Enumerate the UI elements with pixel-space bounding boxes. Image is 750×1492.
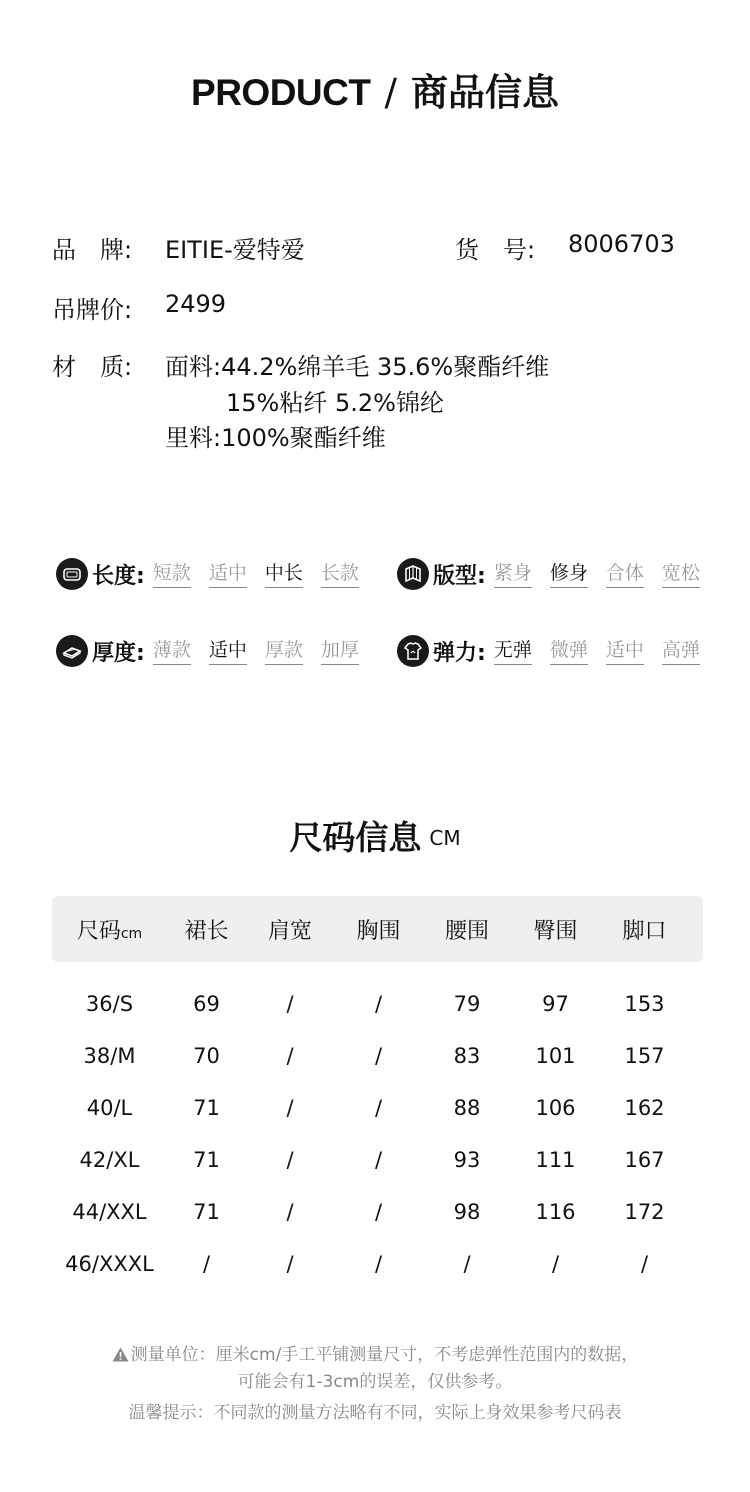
measure-cell: 97 bbox=[542, 992, 569, 1016]
header-size-label: 尺码 bbox=[76, 918, 121, 944]
measure-cell: 69 bbox=[193, 992, 220, 1016]
option: 短款 bbox=[153, 558, 191, 588]
note-line-2: 可能会有1-3cm的误差，仅供参考。 bbox=[237, 1372, 513, 1392]
measure-cell: / bbox=[640, 1252, 649, 1276]
option: 高弹 bbox=[662, 635, 700, 665]
measure-cell: 98 bbox=[453, 1200, 481, 1224]
feature-title: 长度: bbox=[92, 563, 145, 589]
table-row bbox=[52, 1238, 703, 1290]
length-icon bbox=[56, 558, 88, 590]
measure-cell: / bbox=[374, 1200, 383, 1224]
material-line-3: 里料:100%聚酯纤维 bbox=[165, 424, 386, 452]
feature-length bbox=[56, 557, 377, 591]
table-header-cell: 臀围 bbox=[533, 918, 578, 944]
measure-cell: / bbox=[374, 1252, 383, 1276]
measure-cell: / bbox=[374, 992, 383, 1016]
measure-cell: 70 bbox=[193, 1044, 220, 1068]
table-row bbox=[52, 978, 703, 1030]
measure-cell: 93 bbox=[453, 1148, 481, 1172]
option: 加厚 bbox=[321, 635, 359, 665]
measure-cell: / bbox=[286, 1096, 294, 1120]
measure-cell: 116 bbox=[535, 1200, 576, 1224]
measure-cell: / bbox=[286, 1252, 294, 1276]
feature-fit bbox=[397, 557, 700, 591]
size-table bbox=[52, 896, 703, 1290]
measure-cell: 71 bbox=[193, 1148, 220, 1172]
fit-icon bbox=[397, 558, 429, 590]
size-cell: 38/M bbox=[83, 1044, 136, 1068]
option-selected: 修身 bbox=[550, 558, 588, 588]
note-text-1: 测量单位：厘米cm/手工平铺测量尺寸，不考虑弹性范围内的数据， bbox=[130, 1345, 639, 1365]
table-row bbox=[52, 1082, 703, 1134]
measure-cell: / bbox=[551, 1252, 560, 1276]
feature-title: 弹力: bbox=[433, 640, 486, 666]
measure-cell: 71 bbox=[193, 1200, 220, 1224]
note-line-1 bbox=[0, 1340, 750, 1367]
size-cell: 42/XL bbox=[79, 1148, 140, 1172]
table-header-cell: 腰围 bbox=[444, 918, 489, 944]
table-row bbox=[52, 1186, 703, 1238]
table-header-cell: 脚口 bbox=[622, 918, 667, 944]
measure-cell: / bbox=[286, 1200, 294, 1224]
feature-title: 版型: bbox=[433, 563, 486, 589]
option: 薄款 bbox=[153, 635, 191, 665]
measure-cell: / bbox=[463, 1252, 471, 1276]
title-separator: / bbox=[384, 71, 397, 114]
measure-cell: / bbox=[286, 1148, 294, 1172]
table-header-row bbox=[52, 896, 703, 962]
option-selected: 中长 bbox=[265, 558, 303, 588]
measure-cell: 162 bbox=[624, 1096, 665, 1120]
measure-cell: 79 bbox=[453, 992, 481, 1016]
material-label: 材 质: bbox=[52, 353, 133, 381]
table-row bbox=[52, 1030, 703, 1082]
measure-cell: 71 bbox=[193, 1096, 220, 1120]
brand-label: 品 牌: bbox=[52, 236, 133, 264]
measure-cell: / bbox=[286, 992, 294, 1016]
size-title: 尺码信息 bbox=[289, 818, 422, 857]
table-header-cell: 裙长 bbox=[184, 918, 229, 944]
size-cell: 40/L bbox=[86, 1096, 133, 1120]
title-en: PRODUCT bbox=[191, 72, 371, 113]
table-header-cell: 肩宽 bbox=[267, 918, 312, 944]
option: 紧身 bbox=[494, 558, 532, 588]
table-row bbox=[52, 1134, 703, 1186]
measure-cell: 167 bbox=[624, 1148, 665, 1172]
measure-cell: 172 bbox=[624, 1200, 665, 1224]
measure-cell: 88 bbox=[453, 1096, 481, 1120]
measure-cell: / bbox=[374, 1096, 383, 1120]
warning-icon bbox=[112, 1347, 129, 1367]
header-size-unit: cm bbox=[120, 925, 143, 942]
size-cell: 44/XXL bbox=[72, 1200, 147, 1224]
option: 适中 bbox=[606, 635, 644, 665]
title-cn: 商品信息 bbox=[410, 71, 559, 114]
option: 长款 bbox=[321, 558, 359, 588]
sku-label: 货 号: bbox=[455, 236, 536, 264]
measure-cell: / bbox=[286, 1044, 294, 1068]
brand-value: EITIE-爱特爱 bbox=[165, 236, 305, 264]
option: 厚款 bbox=[265, 635, 303, 665]
note-line-3: 温馨提示：不同款的测量方法略有不同，实际上身效果参考尺码表 bbox=[128, 1403, 622, 1423]
option: 适中 bbox=[209, 558, 247, 588]
material-line-1: 面料:44.2%绵羊毛 35.6%聚酯纤维 bbox=[165, 353, 550, 381]
option: 宽松 bbox=[662, 558, 700, 588]
page-title bbox=[0, 62, 750, 116]
measure-cell: 83 bbox=[453, 1044, 481, 1068]
size-cell: 36/S bbox=[85, 992, 134, 1016]
elasticity-icon bbox=[397, 635, 429, 667]
option: 微弹 bbox=[550, 635, 588, 665]
table-header-cell bbox=[52, 914, 167, 945]
option: 合体 bbox=[606, 558, 644, 588]
size-section-title bbox=[0, 812, 750, 859]
option-selected: 适中 bbox=[209, 635, 247, 665]
material-line-2: 15%粘纤 5.2%锦纶 bbox=[226, 389, 444, 417]
measure-cell: 101 bbox=[535, 1044, 576, 1068]
feature-elasticity bbox=[397, 634, 700, 668]
feature-thickness bbox=[56, 634, 377, 668]
measure-cell: / bbox=[202, 1252, 211, 1276]
measure-cell: 111 bbox=[535, 1148, 576, 1172]
measure-cell: / bbox=[374, 1044, 383, 1068]
thickness-icon bbox=[56, 635, 88, 667]
feature-title: 厚度: bbox=[92, 640, 145, 666]
measure-cell: 153 bbox=[624, 992, 665, 1016]
measure-cell: / bbox=[374, 1148, 383, 1172]
price-value: 2499 bbox=[165, 290, 227, 318]
price-label: 吊牌价: bbox=[52, 296, 133, 324]
option-selected: 无弹 bbox=[494, 635, 532, 665]
measure-cell: 157 bbox=[624, 1044, 665, 1068]
table-header-cell: 胸围 bbox=[356, 918, 401, 944]
table-body bbox=[52, 962, 703, 1290]
size-cell: 46/XXXL bbox=[65, 1252, 154, 1276]
sku-value: 8006703 bbox=[568, 230, 675, 258]
size-unit: CM bbox=[429, 826, 461, 850]
measure-cell: 106 bbox=[535, 1096, 576, 1120]
